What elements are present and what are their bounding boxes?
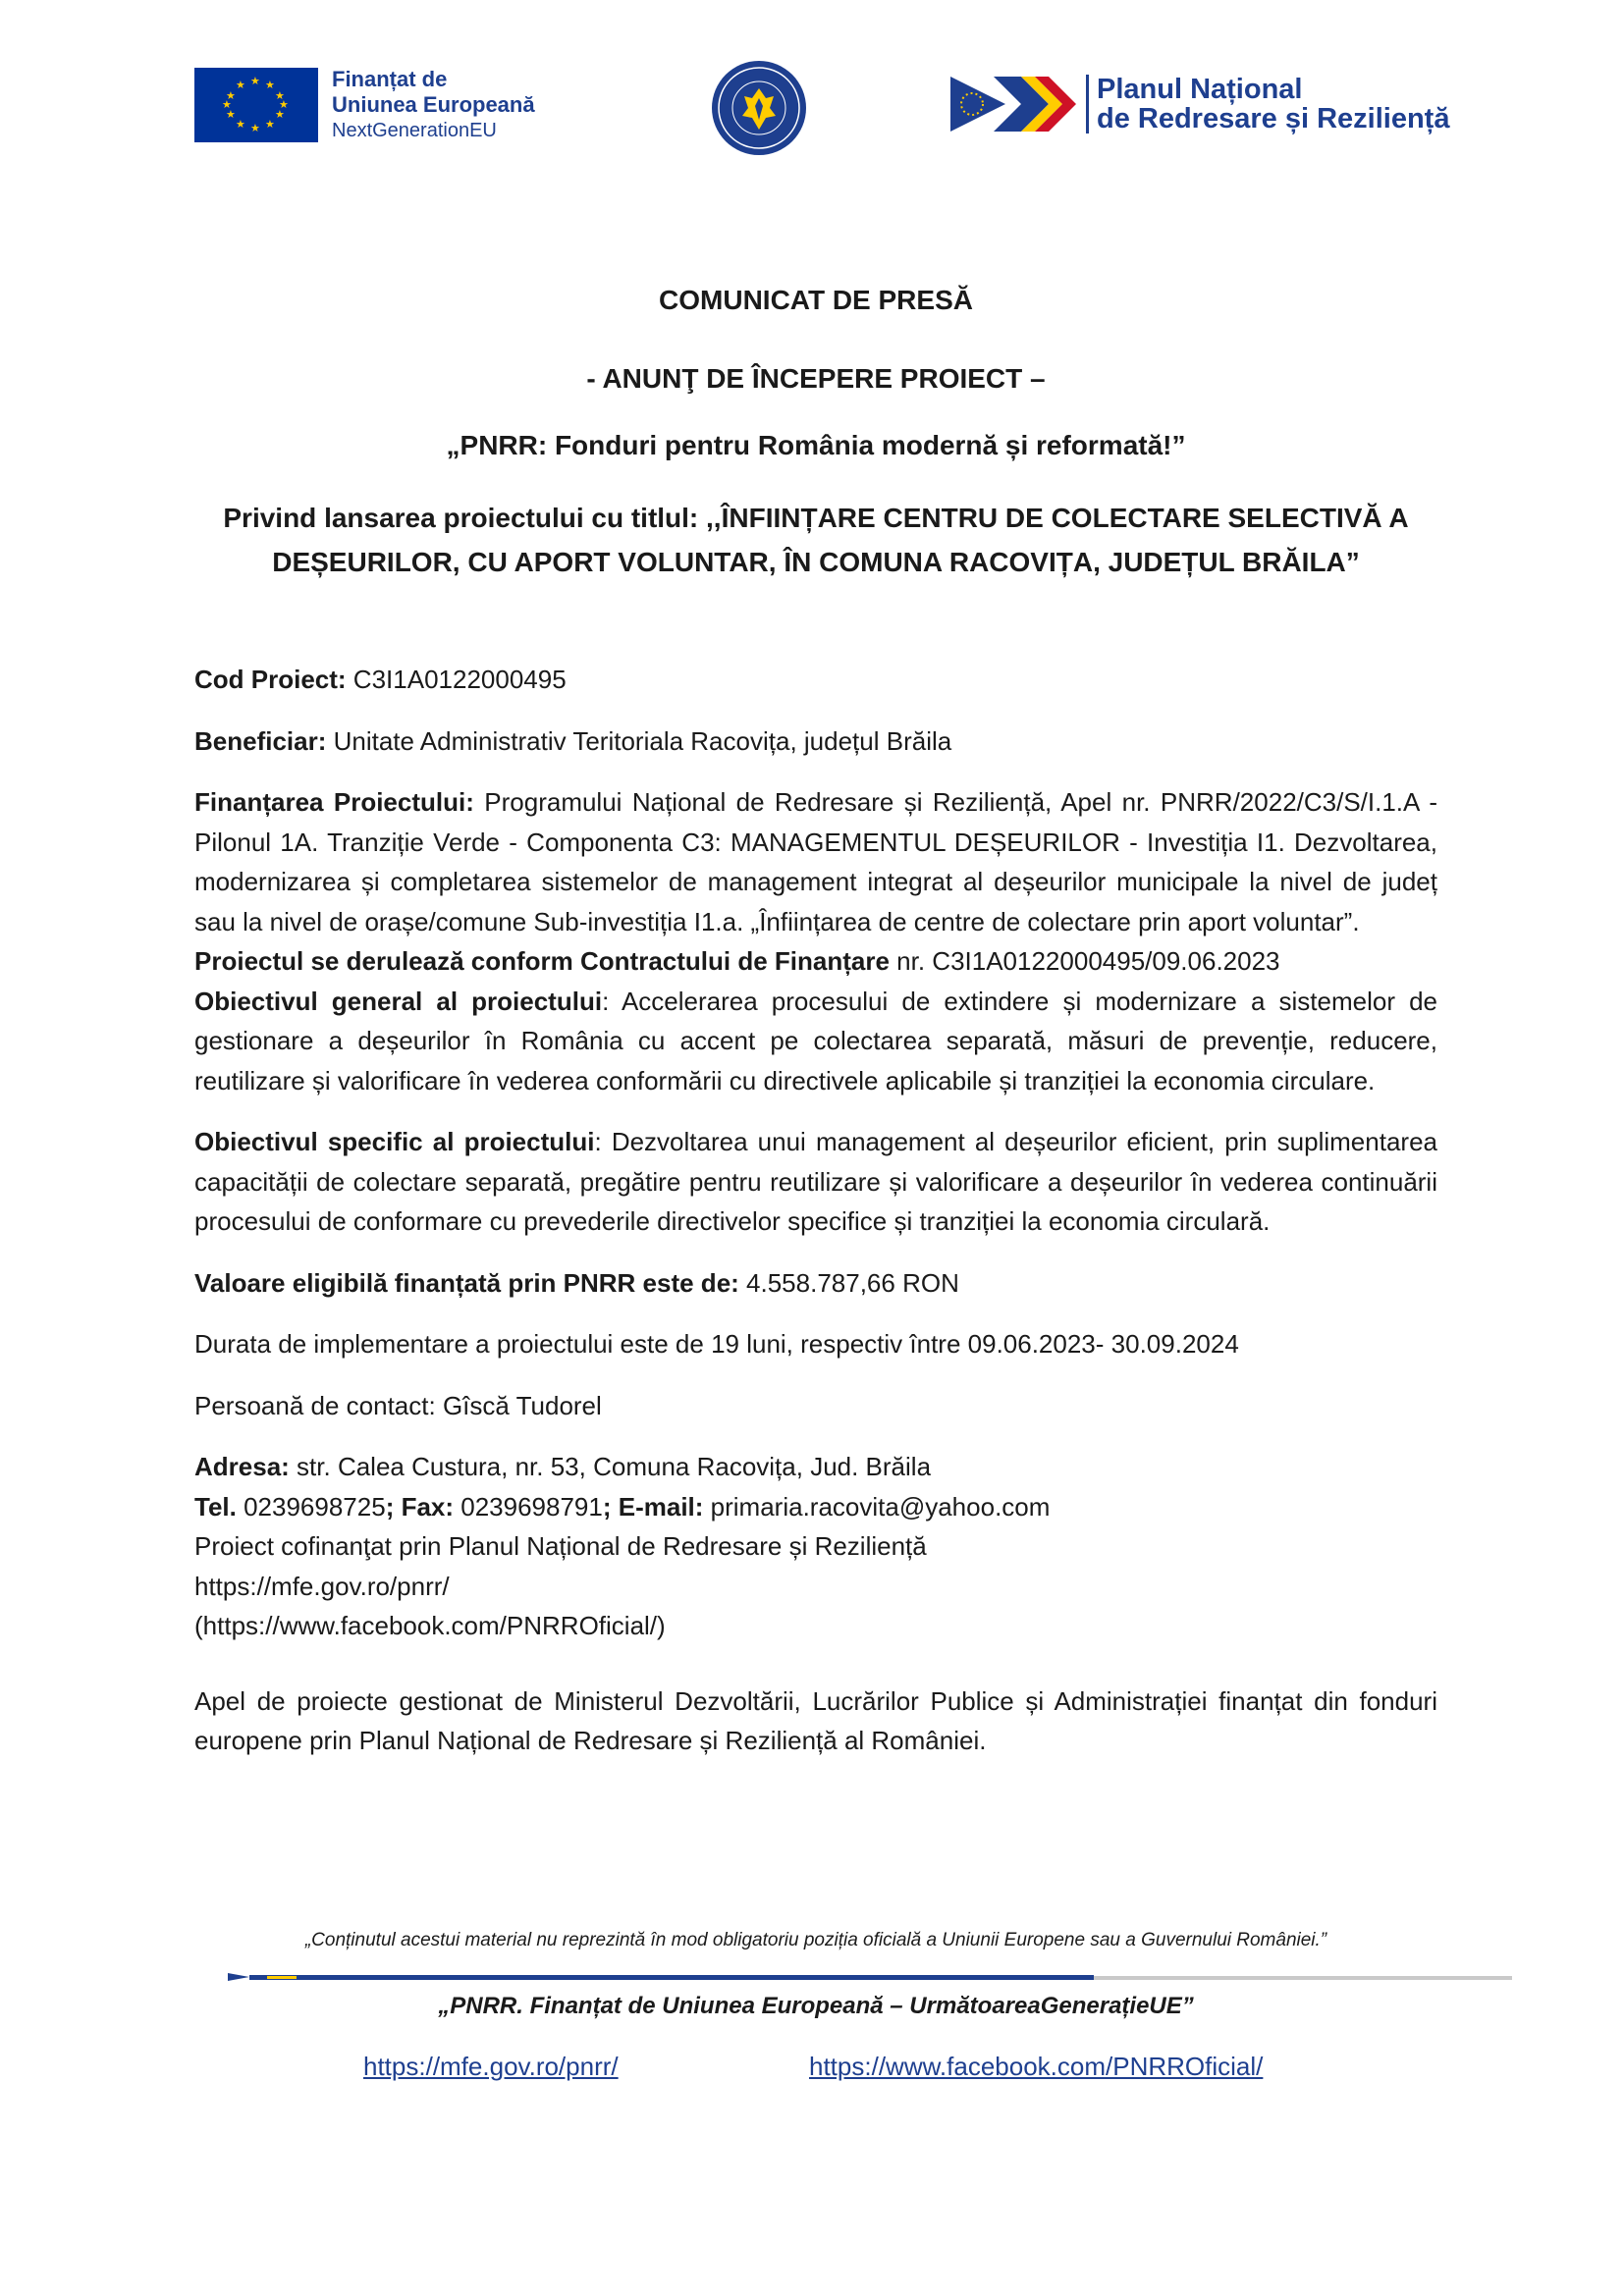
guvernul-romaniei-seal-icon <box>705 59 813 157</box>
address <box>194 1447 1437 1487</box>
pnrr-logo-line2: de Redresare și Reziliență <box>1097 103 1450 134</box>
project-title <box>194 496 1437 584</box>
contact-details <box>194 1487 1437 1527</box>
email-value[interactable]: primaria.racovita@yahoo.com <box>703 1491 1051 1522</box>
project-funding-label: Finanțarea Proiectului: <box>194 787 474 817</box>
project-code-label: Cod Proiect: <box>194 665 347 694</box>
footer-slogan: „PNRR. Finanțat de Uniunea Europeană – UrmătoareaGenerațieUE” <box>438 1993 1194 2019</box>
beneficiary-label: Beneficiar: <box>194 725 327 756</box>
press-release-body <box>194 660 1437 1761</box>
phone-value: 0239698725 <box>236 1491 386 1522</box>
general-objective-value: : Accelerarea procesului de extindere și modernizare a sistemelor de gestionare a deșeurilor în România cu accent pe colectarea separată, măsuri de prevenție, reducere, reutilizare și valorificare în vederea conformării cu directivele aplicabile și tranziției la economia circulare. <box>194 986 1437 1095</box>
project-code <box>194 660 1437 700</box>
project-code-value: C3I1A0122000495 <box>346 665 567 694</box>
specific-objective <box>194 1122 1437 1242</box>
fax-value: 0239698791 <box>454 1491 603 1522</box>
page-title: COMUNICAT DE PRESĂ <box>659 285 973 315</box>
project-funding <box>194 782 1437 941</box>
project-funding-value: Programului Național de Redresare și Reziliență, Apel nr. PNRR/2022/C3/S/I.1.A - Pilonul 1A. Tranziție Verde - Componenta C3: MANAGEMENTUL DEȘEURILOR - Investiția I1. Dezvoltarea, modernizarea și completarea sistemelor de management integrat al deșeurilor municipale la nivel de județ sau la nivel de orașe/comune Sub-investiția I1.a. „Înființarea de centre de colectare prin aport voluntar”. <box>194 787 1437 936</box>
eligible-value-amount: 4.558.787,66 RON <box>738 1267 959 1298</box>
footer-facebook-link[interactable]: https://www.facebook.com/PNRROficial/ <box>809 2052 1264 2081</box>
pnrr-logo-line1: Planul Național <box>1097 74 1303 105</box>
address-label: Adresa: <box>194 1452 290 1481</box>
phone-label: Tel. <box>194 1491 237 1522</box>
specific-objective-value: : Dezvoltarea unui management al deșeurilor eficient, prin suplimentarea capacității de colectare separată, pregătire pentru reutilizare și valorificare a deșeurilor în vederea continuării procesului de conformare cu prevederile directivelor specifice și tranziției la economia circulară. <box>194 1127 1437 1236</box>
address-value: str. Calea Custura, nr. 53, Comuna Racovița, Jud. Brăila <box>289 1452 932 1481</box>
facebook-link[interactable]: (https://www.facebook.com/PNRROficial/) <box>194 1611 666 1640</box>
footer-disclaimer: „Conținutul acestui material nu reprezintă în mod obligatoriu poziția oficială a Uniunii Europene sau a Guvernului României.” <box>304 1930 1327 1950</box>
general-objective-label: Obiectivul general al proiectului <box>194 986 603 1016</box>
eligible-value-label: Valoare eligibilă finanțată prin PNRR este de: <box>194 1267 739 1298</box>
mfe-link[interactable]: https://mfe.gov.ro/pnrr/ <box>194 1571 450 1601</box>
page-subtitle: - ANUNŢ DE ÎNCEPERE PROIECT – <box>586 363 1046 394</box>
program-slogan: „PNRR: Fonduri pentru România modernă și reformată!” <box>446 430 1186 460</box>
beneficiary <box>194 721 1437 762</box>
fax-label: ; Fax: <box>385 1491 455 1522</box>
header-logos <box>0 59 1624 167</box>
eligible-value <box>194 1263 1437 1304</box>
eu-flag-icon: ★ ★ ★ ★ ★ ★ ★ ★ ★ ★ ★ ★ <box>194 68 318 142</box>
eu-logo-line3: NextGenerationEU <box>332 120 497 141</box>
project-title-line2: DEȘEURILOR, CU APORT VOLUNTAR, ÎN COMUNA RACOVIȚA, JUDEȚUL BRĂILA” <box>272 547 1360 577</box>
footer-mfe-link[interactable]: https://mfe.gov.ro/pnrr/ <box>363 2052 619 2081</box>
pnrr-arrow-icon <box>950 73 1076 135</box>
implementation-duration: Durata de implementare a proiectului este de 19 luni, respectiv între 09.06.2023- 30.09.2024 <box>194 1329 1239 1359</box>
cofinancing-note: Proiect cofinanţat prin Planul Național de Redresare și Reziliență <box>194 1531 927 1561</box>
project-title-line1: Privind lansarea proiectului cu titlul: ,,ÎNFIINȚARE CENTRU DE COLECTARE SELECTIVĂ A <box>223 503 1409 533</box>
beneficiary-value: Unitate Administrativ Teritoriala Racovița, județul Brăila <box>326 725 952 756</box>
footer-divider <box>228 1973 1512 1981</box>
specific-objective-label: Obiectivul specific al proiectului <box>194 1127 595 1156</box>
contact-person: Persoană de contact: Gîscă Tudorel <box>194 1390 602 1420</box>
eu-logo-line1: Finanțat de <box>332 67 448 91</box>
general-objective <box>194 982 1437 1101</box>
eu-funding-logo <box>194 67 535 143</box>
eu-logo-line2: Uniunea Europeană <box>332 92 535 117</box>
financing-contract-label: Proiectul se derulează conform Contractului de Finanțare <box>194 946 890 976</box>
call-for-projects-note: Apel de proiecte gestionat de Ministerul Dezvoltării, Lucrărilor Publice și Administrației finanțat din fonduri europene prin Planul Național de Redresare și Reziliență al României. <box>194 1685 1437 1755</box>
financing-contract-value: nr. C3I1A0122000495/09.06.2023 <box>889 946 1280 976</box>
financing-contract <box>194 941 1437 982</box>
pnrr-logo <box>950 73 1449 135</box>
email-label: ; E-mail: <box>602 1491 704 1522</box>
